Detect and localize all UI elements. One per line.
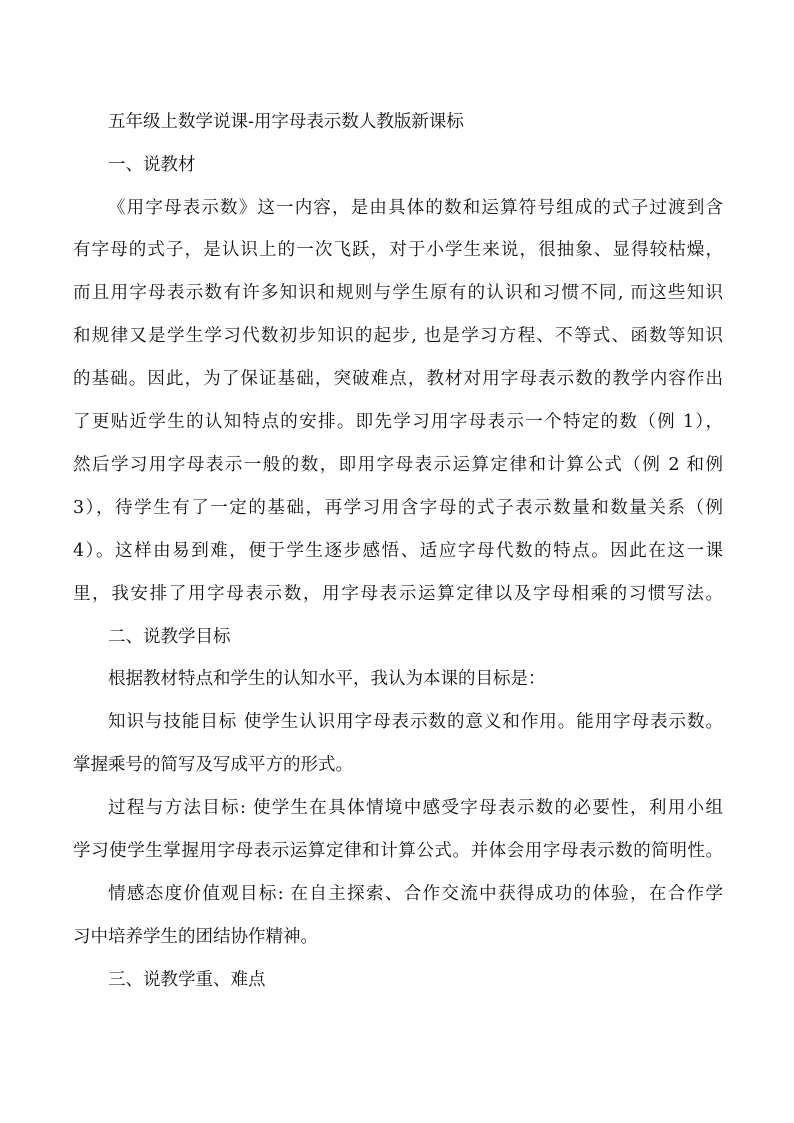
paragraph-line: 有字母的式子，是认识上的一次飞跃，对于小学生来说，很抽象、显得较枯燥，	[73, 240, 723, 260]
paragraph-line: 《用字母表示数》这一内容，是由具体的数和运算符号组成的式子过渡到含	[108, 198, 723, 218]
section-heading-goals: 二、说教学目标	[108, 627, 231, 647]
section-heading-textbook: 一、说教材	[108, 155, 196, 175]
goal-emotion-line: 情感态度价值观目标: 在自主探索、合作交流中获得成功的体验，在合作学	[108, 884, 723, 904]
goal-process-line: 学习使学生掌握用字母表示运算定律和计算公式。并体会用字母表示数的简明性。	[73, 841, 723, 861]
paragraph-line: 而且用字母表示数有许多知识和规则与学生原有的认识和习惯不同, 而这些知识	[73, 283, 723, 303]
goal-emotion-line: 习中培养学生的团结协作精神。	[73, 927, 318, 947]
section-heading-key-points: 三、说教学重、难点	[108, 970, 266, 990]
paragraph-line: 里，我安排了用字母表示数，用字母表示运算定律以及字母相乘的习惯写法。	[73, 584, 723, 604]
paragraph-line: 和规律又是学生学习代数初步知识的起步, 也是学习方程、不等式、函数等知识	[73, 326, 723, 346]
goal-knowledge-line: 知识与技能目标 使学生认识用字母表示数的意义和作用。能用字母表示数。	[108, 712, 723, 732]
paragraph-line: 3），待学生有了一定的基础，再学习用含字母的式子表示数量和数量关系（例	[73, 498, 723, 518]
paragraph-line: 的基础。因此，为了保证基础，突破难点，教材对用字母表示数的教学内容作出	[73, 369, 723, 389]
goal-process-line: 过程与方法目标: 使学生在具体情境中感受字母表示数的必要性，利用小组	[108, 798, 723, 818]
paragraph-line: 了更贴近学生的认知特点的安排。即先学习用字母表示一个特定的数（例 1），	[73, 412, 723, 432]
paragraph-line: 4）。这样由易到难，便于学生逐步感悟、适应字母代数的特点。因此在这一课	[73, 541, 723, 561]
document-title: 五年级上数学说课-用字母表示数人教版新课标	[108, 112, 464, 132]
paragraph-line: 然后学习用字母表示一般的数，即用字母表示运算定律和计算公式（例 2 和例	[73, 455, 723, 475]
goals-intro: 根据教材特点和学生的认知水平，我认为本课的目标是：	[108, 669, 546, 689]
goal-knowledge-line: 掌握乘号的简写及写成平方的形式。	[73, 755, 353, 775]
